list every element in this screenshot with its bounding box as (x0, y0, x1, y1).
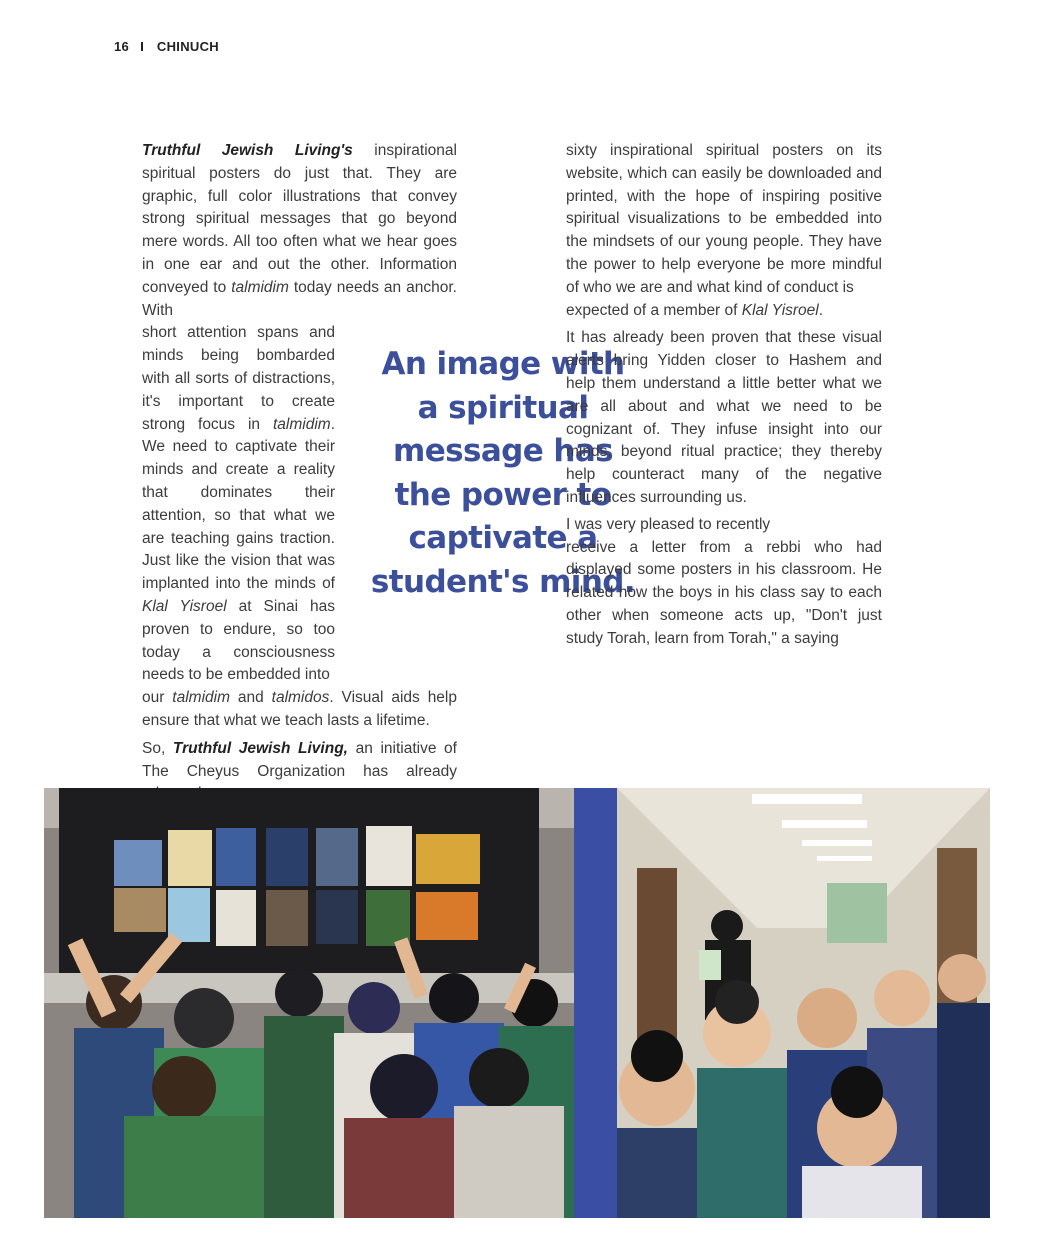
right-paragraph-1-narrow (566, 300, 882, 323)
italic-term: talmidos (271, 689, 330, 707)
italic-term: Klal Yisroel (741, 301, 819, 319)
pull-quote-line: student's mind. (370, 563, 636, 600)
classroom-posters-photo (44, 788, 574, 1218)
pull-quote-line: the power to (394, 476, 612, 513)
running-header (114, 39, 219, 54)
italic-term: talmidim (172, 689, 230, 707)
italic-term: talmidim (272, 415, 331, 433)
paragraph-text: our (142, 689, 173, 707)
paragraph-text: So, (142, 739, 173, 757)
paragraph-text: I was very pleased to recently (566, 515, 771, 533)
section-title: CHINUCH (156, 39, 219, 54)
paragraph-text: It has already been proven that these visual alerts bring Yidden closer to Hashem and help them understand a little better what we are all about and what we need to be cognizant of. They infuse insight into our minds, beyond ritual practice; they thereby help counteract many of the negative influences surrounding us. (566, 329, 882, 506)
accent-bar (574, 788, 617, 1218)
paragraph-text: . Visual aids help ensure that what we teach lasts a lifetime. (142, 689, 457, 729)
classroom-photo-illustration (44, 788, 574, 1218)
brand-name: Truthful Jewish Living, (172, 739, 348, 757)
paragraph-text: today needs an anchor. With (142, 278, 457, 319)
paragraph-text: short attention spans and minds being bombarded with all sorts of distractions, it's important to create strong focus in (142, 324, 335, 433)
paragraph-text: inspirational spiritual posters do just that. They are graphic, full color illustrations that convey strong spiritual messages that go beyond mere words. All too often what we hear goes in one ear and out the other. Information conveyed to (142, 142, 457, 296)
page-number: 16 (114, 39, 130, 54)
hallway-students-photo (617, 788, 990, 1218)
brand-name: Truthful Jewish Living's (142, 142, 353, 159)
paragraph-text: . (818, 301, 824, 319)
italic-term: talmidim (231, 278, 289, 296)
paragraph-text: at Sinai has proven to endure, so too today a consciousness needs to be embedded into (142, 597, 335, 684)
pull-quote-line: a spiritual (417, 389, 589, 426)
italic-term: Klal Yisroel (142, 597, 227, 615)
paragraph-text: an initiative of The Cheyus Organization has already (142, 739, 457, 780)
left-paragraph-1-end (142, 687, 457, 733)
left-paragraph-1-narrow (142, 322, 335, 687)
paragraph-text: receive a letter from a rebbi who had displayed some posters in his classroom. He related how the boys in his class say to each other when someone acts up, "Don't just study Torah, learn from Torah," a saying (566, 538, 882, 647)
pull-quote-line: An image with (381, 346, 625, 382)
right-paragraph-2 (566, 327, 882, 509)
pull-quote-line: message has (393, 433, 613, 469)
left-paragraph-1 (142, 140, 457, 322)
paragraph-text: expected of a member of (566, 301, 742, 319)
right-paragraph-1 (566, 140, 882, 300)
paragraph-text: . We need to captivate their minds and create a reality that dominates their attention, so that what we are teaching gains traction. Just like the vision that was implanted into the minds of (142, 415, 335, 593)
photo-strip (44, 788, 990, 1218)
right-column (566, 140, 882, 651)
paragraph-text: and (230, 689, 272, 707)
header-divider (141, 42, 143, 51)
hallway-photo-illustration (617, 788, 990, 1218)
paragraph-text: sixty inspirational spiritual posters on its website, which can easily be downloaded and printed, with the hope of inspiring positive spiritual visualizations to be embedded into the mindsets of our young people. They have the power to help everyone be more mindful of who we are and what kind of conduct is (566, 142, 882, 296)
right-paragraph-3 (566, 537, 882, 651)
pull-quote-line: captivate a (408, 520, 598, 556)
right-paragraph-3-narrow (566, 514, 882, 537)
